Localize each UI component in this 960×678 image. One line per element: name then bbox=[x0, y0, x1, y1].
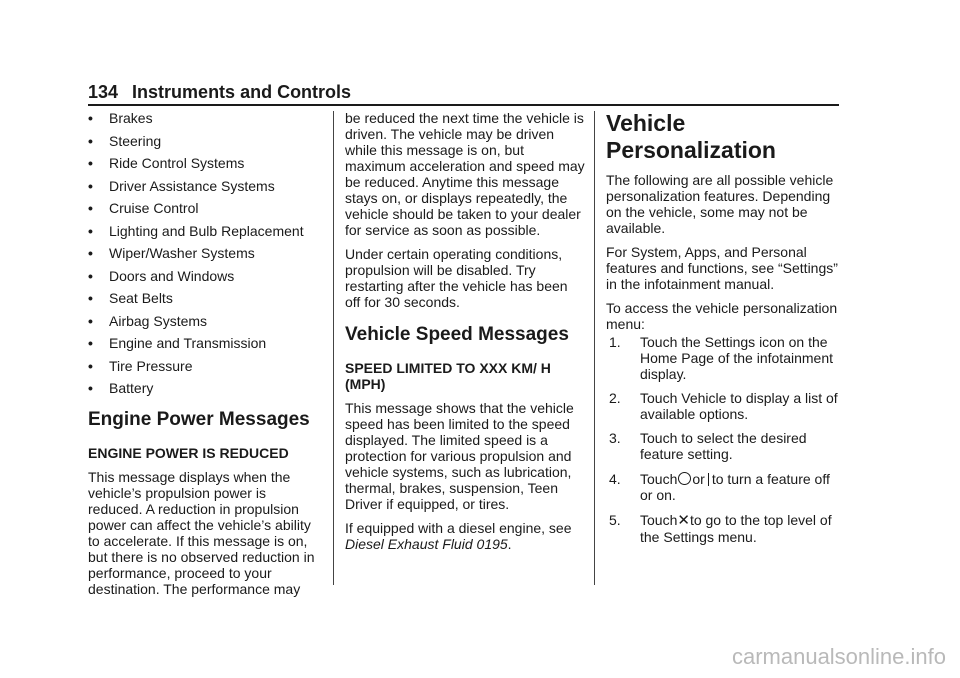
paragraph-access-menu: To access the vehicle personalization menu: bbox=[606, 300, 838, 332]
bullet-item bbox=[88, 245, 324, 268]
paragraph-continued: be reduced the next time the vehicle is driven. The vehicle may be driven while this message is on, but maximum acceleration and speed may be reduced. Anytime this message stays on, or displays repeatedly, the vehicle should be taken to your dealer for service as soon as possible. bbox=[345, 110, 585, 238]
header-rule bbox=[88, 104, 839, 106]
step-4 bbox=[606, 471, 846, 503]
bullet-dot: • bbox=[88, 312, 93, 329]
step-2 bbox=[606, 390, 846, 422]
paragraph-speed-limited: This message shows that the vehicle speed has been limited to the speed displayed. The limited speed is a protection for various propulsion and vehicle systems, such as lubrication, thermal, brakes, suspension, Teen Driver if equipped, or tires. bbox=[345, 400, 574, 512]
step-number: 4. bbox=[609, 471, 621, 487]
section-heading-vehicle-speed: Vehicle Speed Messages bbox=[345, 324, 569, 345]
bullet-text: Brakes bbox=[109, 110, 153, 126]
column-divider-1 bbox=[333, 111, 334, 585]
page-number: 134 bbox=[88, 82, 119, 102]
bullet-dot: • bbox=[88, 290, 93, 306]
bullet-dot: • bbox=[88, 200, 93, 216]
page-ref-number[interactable]: 195 bbox=[484, 536, 508, 552]
bullet-text: Steering bbox=[109, 132, 162, 149]
column-3 bbox=[606, 110, 846, 545]
paragraph-engine-power: This message displays when the vehicle’s propulsion power is reduced. A reduction in propulsion power can affect the vehicle’s ability to accelerate. If this message is on, but there is no observed reduction in performance, proceed to your destination. The performance may bbox=[88, 468, 315, 597]
step-number: 2. bbox=[609, 390, 621, 406]
toggle-on-bar-icon bbox=[708, 473, 709, 486]
section-heading-engine-power: Engine Power Messages bbox=[88, 408, 310, 430]
bullet-dot: • bbox=[88, 335, 93, 351]
systems-bullet-list bbox=[88, 110, 324, 403]
toggle-off-circle-icon bbox=[678, 472, 691, 485]
bullet-item bbox=[88, 200, 324, 223]
bullet-item bbox=[88, 155, 324, 178]
close-x-icon: ✕ bbox=[677, 512, 690, 529]
step-5-rest: to go to the top level of the Settings menu. bbox=[640, 512, 832, 545]
bullet-dot: • bbox=[88, 245, 93, 261]
bullet-item bbox=[88, 290, 324, 313]
paragraph-settings-reference: For System, Apps, and Personal features and functions, see “Settings” in the infotainment manual. bbox=[606, 244, 838, 292]
step-text: Touch the Settings icon on the Home Page of the infotainment display. bbox=[640, 334, 834, 382]
bullet-text: Wiper/Washer Systems bbox=[109, 245, 255, 261]
bullet-text: Airbag Systems bbox=[109, 312, 208, 329]
page-ref-glyph: 0 bbox=[476, 536, 485, 552]
site-watermark: carmanualsonline.info bbox=[731, 644, 946, 669]
page-section-title: Vehicle Personalization bbox=[606, 110, 776, 163]
bullet-item bbox=[88, 178, 324, 201]
bullet-item bbox=[88, 110, 324, 133]
bullet-dot: • bbox=[88, 132, 93, 149]
bullet-dot: • bbox=[88, 380, 93, 396]
bullet-item bbox=[88, 380, 324, 403]
bullet-item bbox=[88, 313, 324, 336]
bullet-text: Battery bbox=[109, 380, 154, 396]
bullet-item bbox=[88, 335, 324, 358]
step-text bbox=[640, 512, 846, 545]
bullet-text: Seat Belts bbox=[109, 290, 173, 306]
step-text bbox=[640, 471, 846, 503]
column-2 bbox=[345, 110, 585, 552]
step-4-or: or bbox=[692, 471, 705, 487]
step-1 bbox=[606, 334, 846, 382]
column-1 bbox=[88, 110, 324, 597]
bullet-item bbox=[88, 358, 324, 381]
sub-heading-speed-limited: SPEED LIMITED TO XXX KM/ H (MPH) bbox=[345, 360, 551, 392]
step-number: 5. bbox=[609, 512, 621, 528]
chapter-title: Instruments and Controls bbox=[132, 82, 352, 102]
step-5 bbox=[606, 512, 846, 545]
bullet-item bbox=[88, 133, 324, 156]
bullet-dot: • bbox=[88, 110, 93, 126]
column-divider-2 bbox=[594, 111, 595, 585]
step-number: 3. bbox=[609, 430, 621, 446]
step-5-touch: Touch bbox=[640, 512, 678, 528]
bullet-text: Ride Control Systems bbox=[109, 155, 245, 171]
paragraph-personalization-intro: The following are all possible vehicle personalization features. Depending on the vehicle, some may not be available. bbox=[606, 172, 834, 236]
step-3 bbox=[606, 430, 846, 462]
bullet-dot: • bbox=[88, 222, 93, 239]
diesel-suffix: . bbox=[507, 536, 512, 552]
bullet-item bbox=[88, 268, 324, 291]
bullet-dot: • bbox=[88, 357, 93, 374]
sub-heading-engine-power-reduced: ENGINE POWER IS REDUCED bbox=[88, 444, 289, 461]
step-number: 1. bbox=[609, 334, 621, 350]
bullet-text: Lighting and Bulb Replacement bbox=[109, 222, 304, 239]
step-4-touch: Touch bbox=[640, 471, 678, 487]
bullet-dot: • bbox=[88, 155, 93, 171]
bullet-text: Tire Pressure bbox=[109, 357, 193, 374]
bullet-text: Cruise Control bbox=[109, 200, 199, 216]
step-text: Touch to select the desired feature setting. bbox=[640, 430, 807, 462]
page-header bbox=[88, 82, 351, 103]
bullet-text: Driver Assistance Systems bbox=[109, 177, 275, 194]
paragraph-propulsion-disabled: Under certain operating conditions, propulsion will be disabled. Try restarting after the vehicle has been off for 30 seconds. bbox=[345, 246, 568, 310]
step-text: Touch Vehicle to display a list of available options. bbox=[640, 390, 838, 422]
bullet-text: Doors and Windows bbox=[109, 267, 235, 284]
steps-list bbox=[606, 334, 846, 545]
bullet-dot: • bbox=[88, 177, 93, 194]
paragraph-diesel bbox=[345, 520, 585, 552]
bullet-item bbox=[88, 223, 324, 246]
link-diesel-exhaust-fluid[interactable]: Diesel Exhaust Fluid bbox=[345, 536, 473, 552]
diesel-prefix: If equipped with a diesel engine, see bbox=[345, 520, 572, 536]
step-4-rest: to turn a feature off or on. bbox=[640, 471, 830, 503]
bullet-dot: • bbox=[88, 267, 93, 284]
bullet-text: Engine and Transmission bbox=[109, 335, 267, 351]
